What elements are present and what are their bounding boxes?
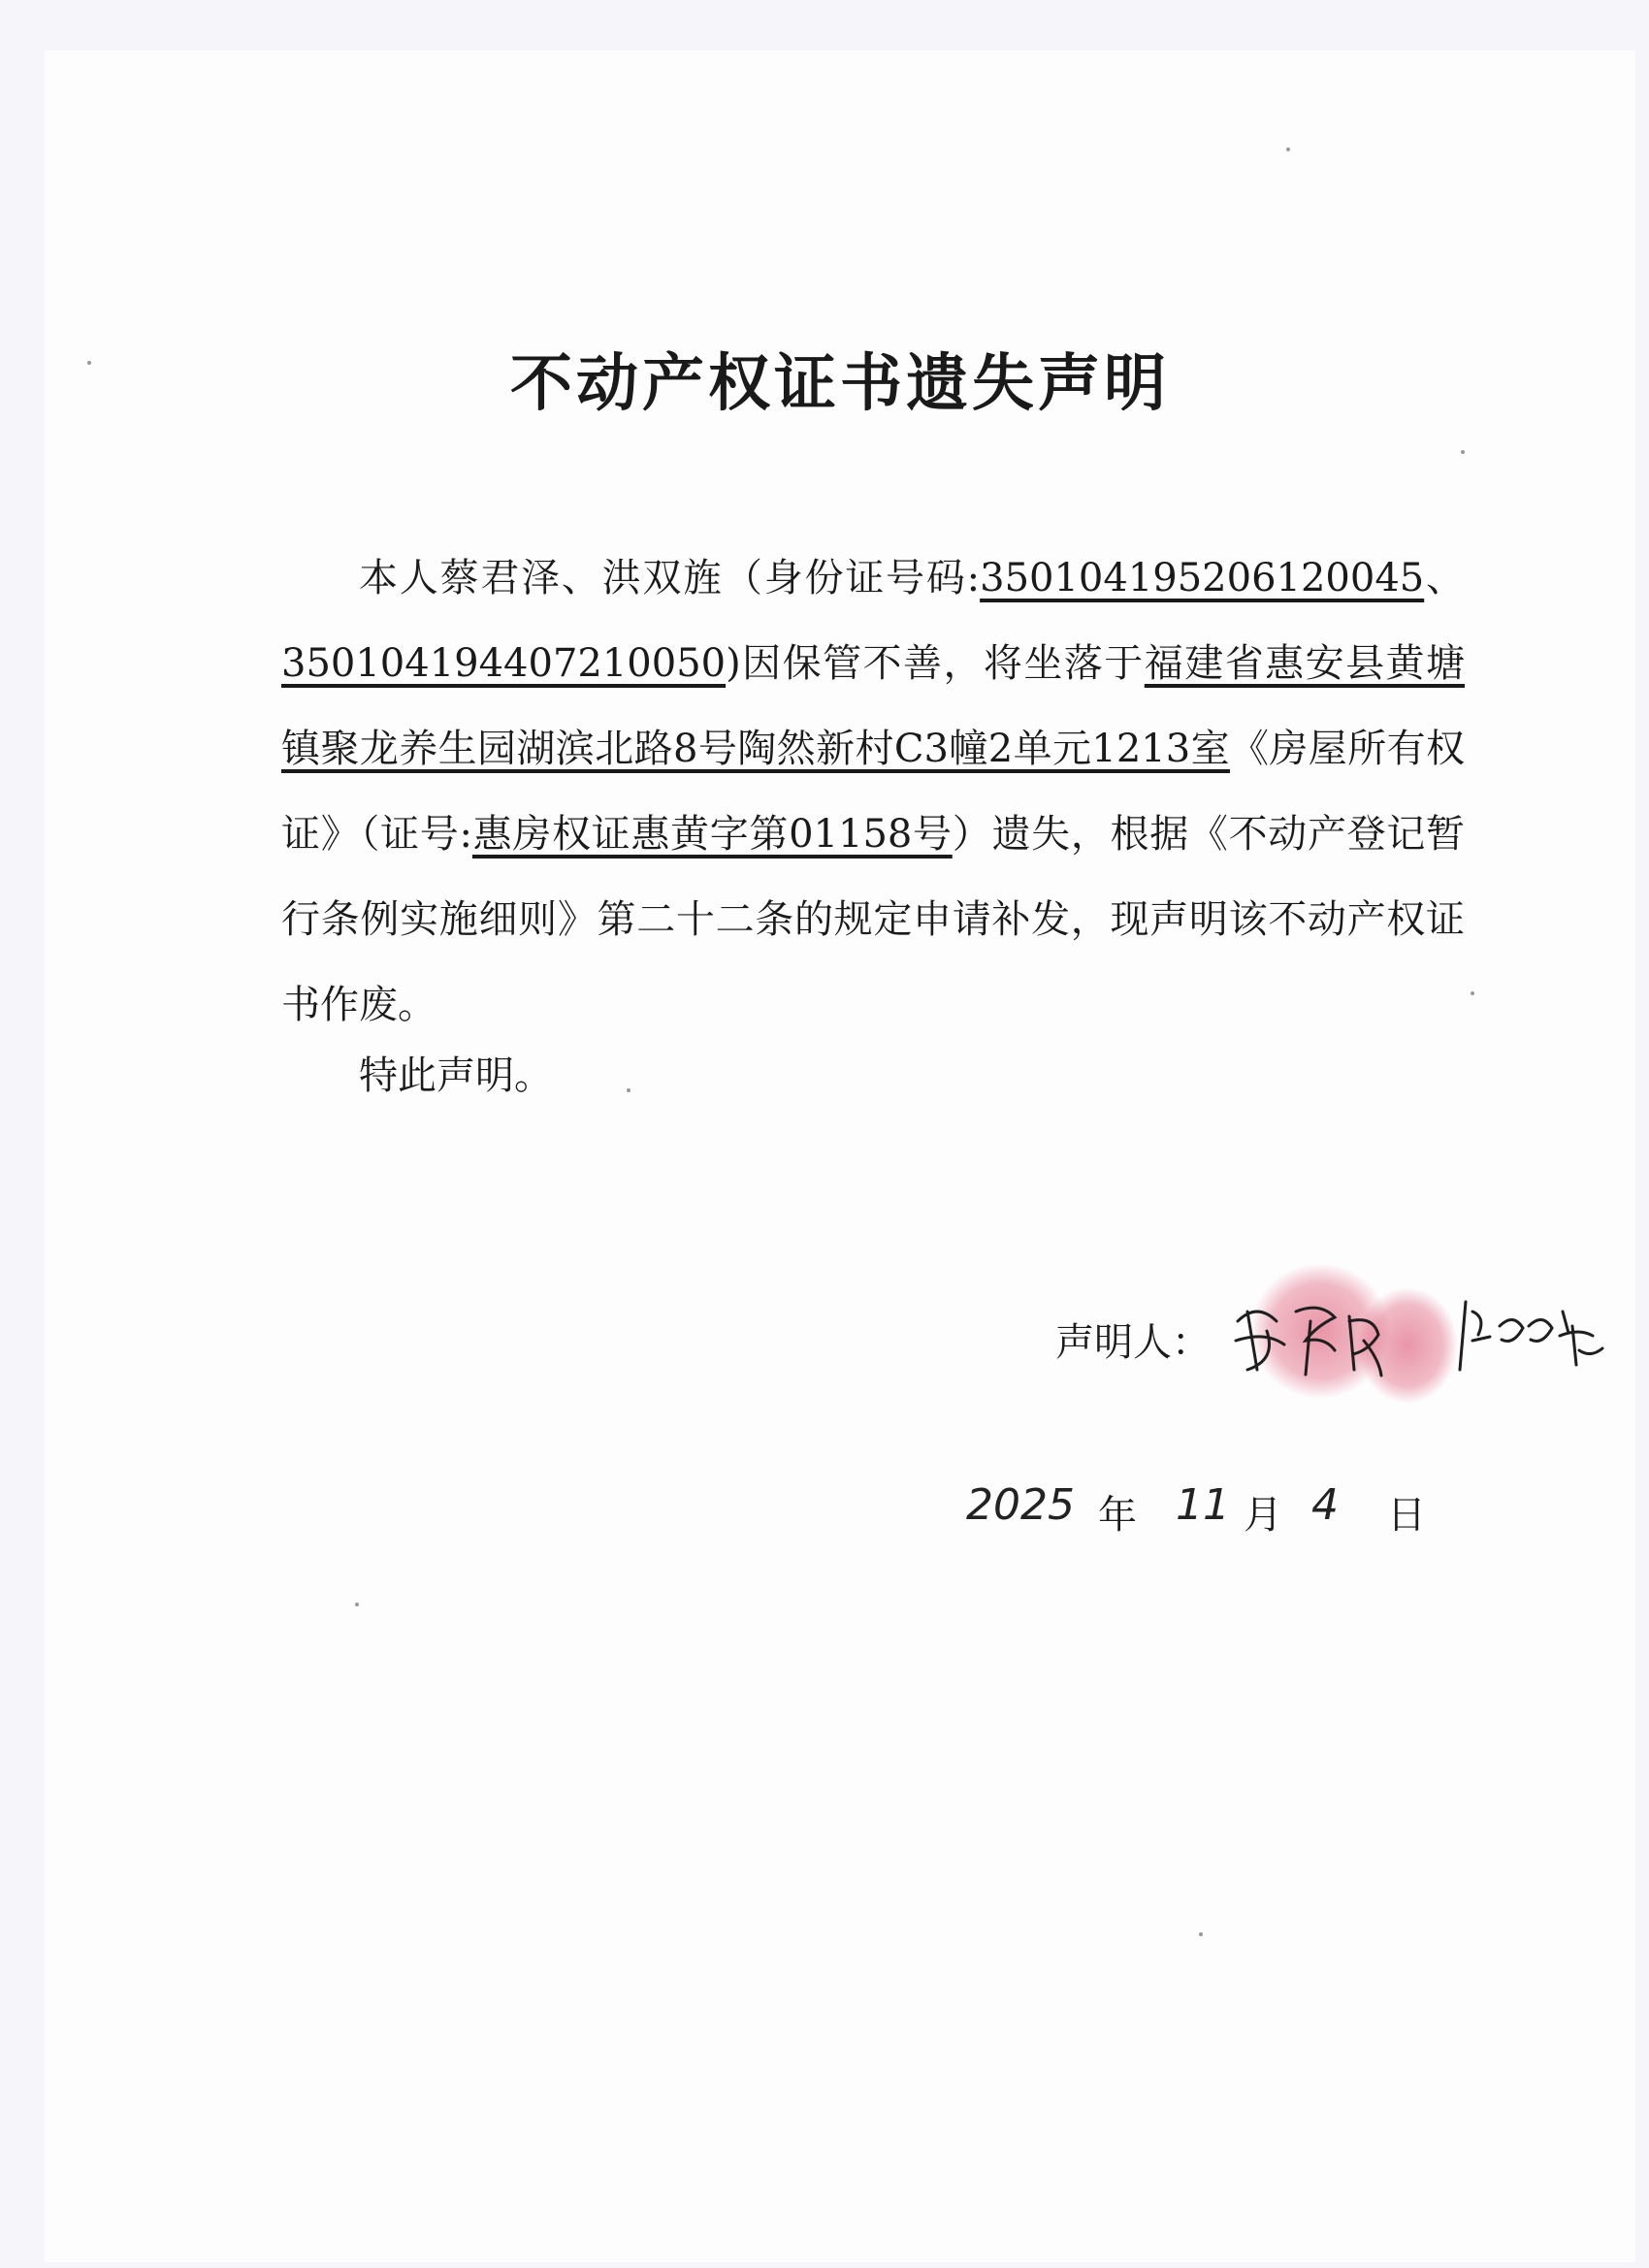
month-label: 月	[1244, 1493, 1282, 1538]
id-separator: 、	[1424, 556, 1465, 600]
scan-speck	[1461, 450, 1465, 454]
property-address: 福建省惠安县黄塘镇聚龙养生园湖滨北路8号陶然新村C3幢2单元1213室	[281, 641, 1466, 771]
declaration-body	[281, 535, 1465, 1048]
declarant-label: 声明人：	[1055, 1320, 1211, 1365]
scan-speck	[355, 1603, 359, 1606]
date-day: 4	[1311, 1480, 1339, 1530]
scan-speck	[1199, 1932, 1203, 1936]
id-number-2: 350104194407210050	[281, 641, 727, 686]
scan-speck	[627, 1088, 630, 1092]
scan-speck	[1471, 991, 1474, 995]
day-label: 日	[1387, 1493, 1426, 1538]
declaration-paragraph	[281, 535, 1465, 1048]
scan-speck	[1286, 147, 1290, 151]
date-year: 2025	[966, 1480, 1075, 1530]
year-label: 年	[1098, 1493, 1137, 1538]
certificate-number: 惠房权证惠黄字第01158号	[471, 812, 953, 857]
scan-speck	[87, 361, 91, 365]
after-ids-text: )因保管不善，将坐落于	[726, 641, 1145, 686]
certificate-name: 《房屋所有权证》（证号:	[281, 727, 1466, 857]
closing-statement: 特此声明。	[359, 1053, 553, 1098]
date-month: 11	[1176, 1480, 1230, 1530]
rest-text: ）遗失，根据《不动产登记暂行条例实施细则》第二十二条的规定申请补发，现声明该不动产权证书作废。	[281, 812, 1466, 1027]
id-number-1: 350104195206120045	[980, 556, 1425, 600]
handwritten-signature	[1218, 1282, 1635, 1389]
document-page	[45, 50, 1635, 2262]
intro-text: 本人蔡君泽、洪双旌（身份证号码:	[359, 556, 981, 600]
page-title: 不动产权证书遗失声明	[510, 347, 1170, 420]
